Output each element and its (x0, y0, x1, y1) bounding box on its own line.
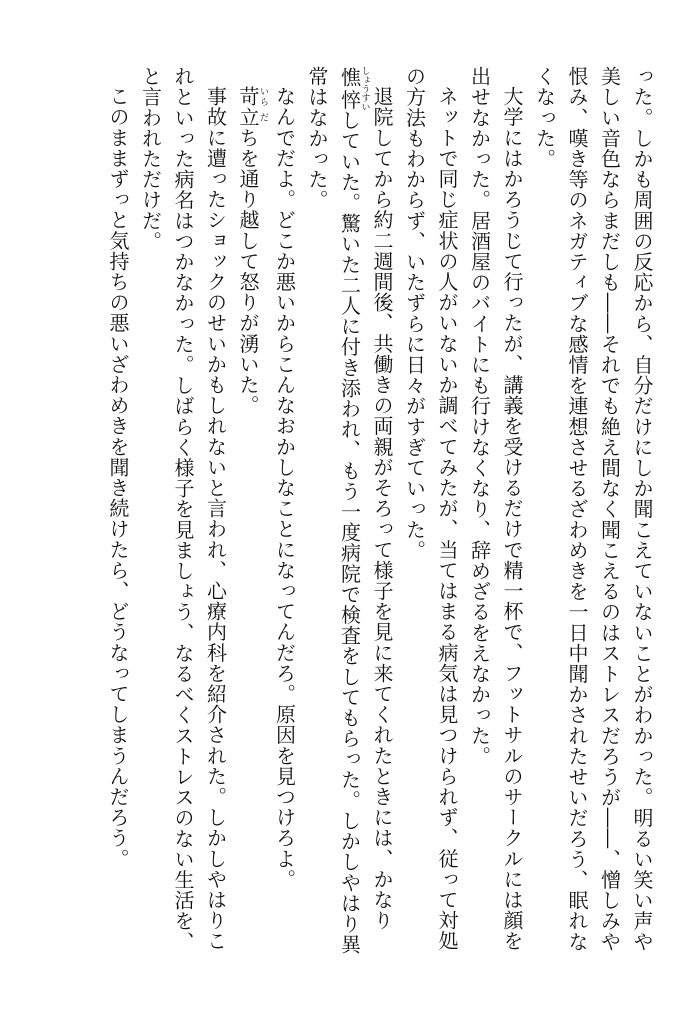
paragraph (528, 66, 658, 966)
text-run: ネットで同じ症状の人がいないか調べてみたが、当てはまる病気は見つけられず、従って対処の方法もわからず、いたずらに日々がすぎていった。 (402, 66, 459, 952)
paragraph (268, 66, 301, 966)
paragraph (398, 66, 463, 966)
text-run: 大学にはかろうじて行ったが、講義を受けるだけで精一杯で、フットサルのサークルには顔を出せなかった。居酒屋のバイトにも行けなくなり、辞めざるをえなかった。 (467, 66, 524, 952)
ruby-base: 立 (236, 106, 260, 128)
text-run: していた。驚いた二人に付き添われ、もう一度病院で検査をしてもらった。しかしやはり異常はなかった。 (305, 66, 362, 955)
paragraph (102, 66, 135, 966)
ruby-annotation (337, 66, 370, 111)
ruby-base: 苛 (236, 86, 260, 107)
ruby-reading: しょうすい (359, 66, 370, 111)
paragraph (134, 66, 232, 966)
ruby-annotation (236, 86, 268, 107)
text-run: このままずっと気持ちの悪いざわめきを聞き続けたら、どうなってしまうんだろう。 (106, 86, 130, 869)
ruby-reading: いら (258, 86, 268, 107)
text-run: なんでだよ。どこか悪いからこんなおかしなことになってんだろ。原因を見つけろよ。 (272, 86, 297, 890)
text-run: 事故に遭ったショックのせいかもしれないと言われ、心療内科を紹介された。しかしやはりこれといった病名はつかなかった。しばらく様子を見ましょう、なるべくストレスのない生活を、と言われただけだ。 (138, 66, 228, 952)
text-run: 退院してから約二週間後、共働きの両親がそろって様子を見に来てくれたときには、かなり (370, 86, 394, 931)
ruby-base: 憔悴 (337, 66, 362, 111)
paragraph (232, 66, 269, 966)
ruby-reading: だ (258, 106, 268, 128)
vertical-text-body (18, 66, 658, 966)
paragraph (463, 66, 528, 966)
text-run: った。しかも周囲の反応から、自分だけにしか聞こえていないことがわかった。明るい笑い声や美しい音色ならまだしも――それでも絶え間なく聞こえるのはストレスだろうが――、憎しみや恨み、嘆き等のネガティブな感情を連想させるざわめきを一日中聞かされたせいだろう、眠れなくなった。 (532, 66, 654, 952)
paragraph (301, 66, 399, 966)
text-run: ちを通り越して怒りが湧いた。 (236, 127, 260, 416)
ruby-annotation (236, 106, 268, 128)
